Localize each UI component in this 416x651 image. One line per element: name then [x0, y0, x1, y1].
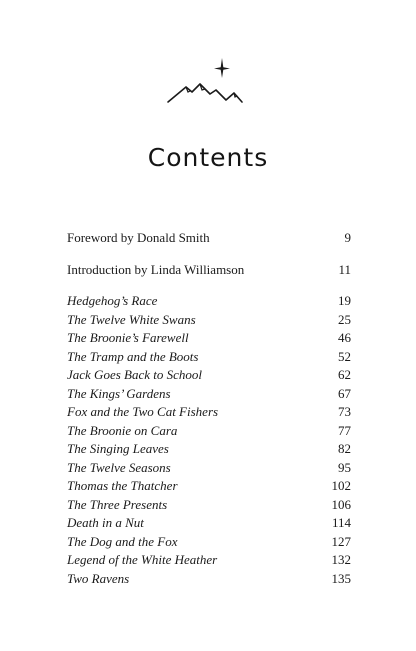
- toc-entry-title: The Twelve Seasons: [67, 459, 171, 475]
- toc-entry-page: 135: [331, 570, 351, 586]
- toc-entry-page: 67: [338, 385, 351, 401]
- toc-entry[interactable]: [67, 311, 351, 330]
- toc-entry-page: 19: [338, 293, 351, 308]
- toc-entry[interactable]: [67, 422, 351, 441]
- toc-entry-page: 52: [338, 348, 351, 364]
- toc-entry[interactable]: [67, 385, 351, 404]
- toc-entry-page: 127: [331, 533, 351, 549]
- toc-entry-title: Legend of the White Heather: [67, 552, 218, 567]
- toc-entry-page: 62: [338, 367, 351, 382]
- toc-stories-list: [67, 292, 351, 588]
- star-over-mountains-icon: [164, 56, 254, 112]
- toc-entry[interactable]: [67, 570, 351, 589]
- toc-front-matter-1: [67, 229, 351, 248]
- toc-entry-title: The Twelve White Swans: [67, 311, 196, 327]
- toc-entry[interactable]: [67, 261, 351, 280]
- toc-entry[interactable]: [67, 551, 351, 570]
- toc-entry-page: 132: [331, 552, 351, 567]
- toc-entry-page: 73: [338, 404, 351, 419]
- toc-entry[interactable]: [67, 348, 351, 367]
- toc-entry[interactable]: [67, 229, 351, 248]
- toc-entry-title: Thomas the Thatcher: [67, 478, 178, 493]
- toc-entry[interactable]: [67, 514, 351, 533]
- toc-entry-page: 11: [338, 262, 351, 277]
- toc-entry[interactable]: [67, 292, 351, 311]
- toc-entry-page: 46: [338, 330, 351, 345]
- toc-entry-title: The Kings’ Gardens: [67, 385, 171, 401]
- toc-entry[interactable]: [67, 366, 351, 385]
- toc-entry-title: Jack Goes Back to School: [67, 367, 203, 382]
- toc-entry-page: 95: [338, 459, 351, 475]
- toc-entry-title: Introduction by Linda Williamson: [67, 262, 245, 277]
- toc-entry-page: 9: [344, 230, 351, 245]
- toc-entry-title: Fox and the Two Cat Fishers: [67, 404, 219, 419]
- toc-entry[interactable]: [67, 459, 351, 478]
- toc-entry-title: Foreword by Donald Smith: [67, 230, 210, 245]
- toc-entry-title: The Three Presents: [67, 496, 168, 512]
- toc-front-matter-2: [67, 261, 351, 280]
- toc-entry-page: 82: [338, 441, 351, 456]
- toc-entry-title: The Dog and the Fox: [67, 533, 178, 549]
- toc-entry[interactable]: [67, 496, 351, 515]
- toc-entry-page: 25: [338, 311, 351, 327]
- toc-entry-title: Two Ravens: [67, 570, 130, 586]
- toc-entry-title: Hedgehog’s Race: [67, 293, 158, 308]
- toc-entry[interactable]: [67, 533, 351, 552]
- toc-entry-page: 106: [331, 496, 351, 512]
- toc-entry-page: 102: [331, 478, 351, 493]
- toc-entry-page: 77: [338, 422, 351, 438]
- toc-entry-page: 114: [331, 515, 351, 530]
- toc-entry[interactable]: [67, 403, 351, 422]
- toc-entry-title: The Broonie’s Farewell: [67, 330, 189, 345]
- toc-entry[interactable]: [67, 477, 351, 496]
- toc-entry[interactable]: [67, 329, 351, 348]
- toc-entry-title: The Singing Leaves: [67, 441, 169, 456]
- toc-entry[interactable]: [67, 440, 351, 459]
- toc-entry-title: Death in a Nut: [67, 515, 144, 530]
- page-title: Contents: [147, 143, 269, 172]
- toc-entry-title: The Broonie on Cara: [67, 422, 178, 438]
- toc-entry-title: The Tramp and the Boots: [67, 348, 199, 364]
